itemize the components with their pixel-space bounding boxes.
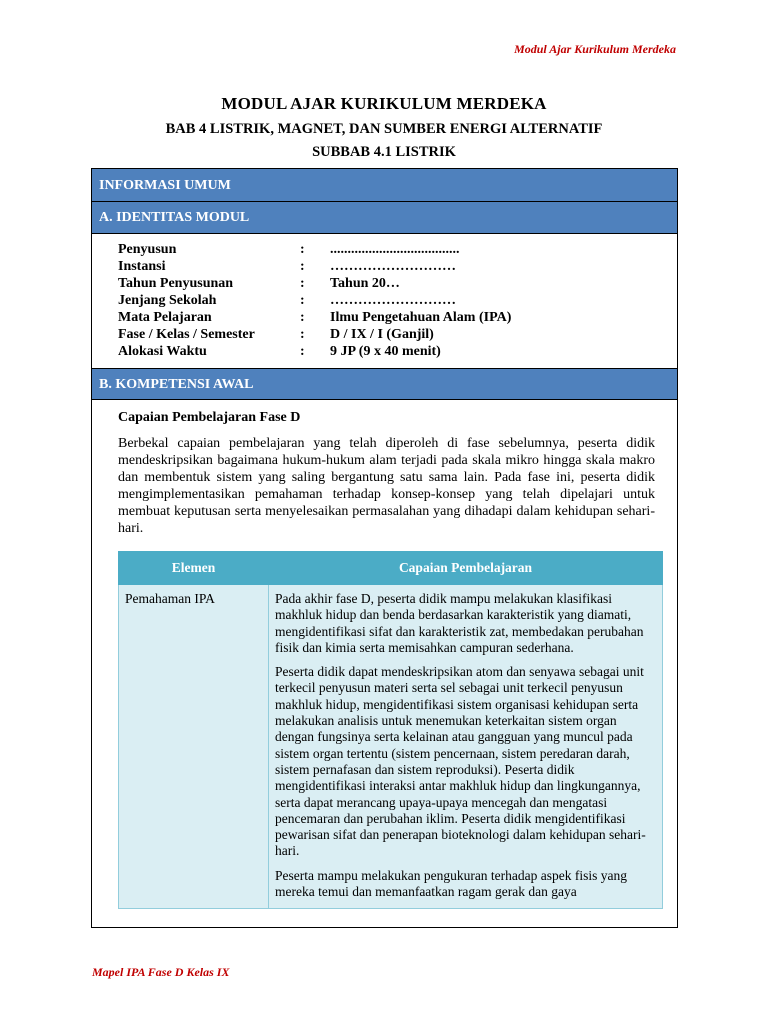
identitas-row xyxy=(118,275,677,292)
chapter-title: BAB 4 LISTRIK, MAGNET, DAN SUMBER ENERGI ALTERNATIF xyxy=(165,121,603,137)
identitas-label: Mata Pelajaran xyxy=(118,310,212,325)
identitas-value: ……………………… xyxy=(330,293,456,308)
table-row xyxy=(119,585,663,909)
footer-note: Mapel IPA Fase D Kelas IX xyxy=(92,965,230,979)
document-title: MODUL AJAR KURIKULUM MERDEKA xyxy=(221,94,547,113)
cp-paragraph: Berbekal capaian pembelajaran yang telah diperoleh di fase sebelumnya, peserta didik mendeskripsikan bagaimana hukum-hukum alam terjadi pada skala mikro hingga skala makro dan membentuk sistem yang saling bergantung satu sama lain. Pada fase ini, peserta didik mengimplementasikan pemahaman terhadap konsep-konsep yang telah dipelajari untuk membuat keputusan serta menyelesaikan permasalahan yang dihadapi dalam kehidupan sehari-hari. xyxy=(118,436,655,536)
section-identitas-modul: A. IDENTITAS MODUL xyxy=(92,202,677,234)
identitas-row xyxy=(118,343,677,360)
identitas-row xyxy=(118,326,677,343)
identitas-label: Alokasi Waktu xyxy=(118,344,207,359)
identitas-colon: : xyxy=(300,276,305,291)
header-capaian: Capaian Pembelajaran xyxy=(269,552,663,585)
header-note: Modul Ajar Kurikulum Merdeka xyxy=(514,42,676,56)
identitas-row xyxy=(118,241,677,258)
identitas-value: Tahun 20… xyxy=(330,276,400,291)
section-informasi-umum: INFORMASI UMUM xyxy=(92,169,677,202)
identitas-value: 9 JP (9 x 40 menit) xyxy=(330,344,441,359)
section-kompetensi-awal: B. KOMPETENSI AWAL xyxy=(92,368,677,400)
identitas-value: Ilmu Pengetahuan Alam (IPA) xyxy=(330,310,512,325)
identitas-row xyxy=(118,309,677,326)
identitas-label: Instansi xyxy=(118,259,166,274)
identitas-label: Tahun Penyusunan xyxy=(118,276,234,291)
identitas-colon: : xyxy=(300,242,305,257)
cp-table xyxy=(118,551,663,909)
subchapter-title: SUBBAB 4.1 LISTRIK xyxy=(312,144,456,160)
identitas-label: Penyusun xyxy=(118,242,177,257)
identitas-value: D / IX / I (Ganjil) xyxy=(330,327,434,342)
capaian-paragraph: Peserta mampu melakukan pengukuran terhadap aspek fisis yang mereka temui dan memanfaatkan ragam gerak dan gaya xyxy=(275,867,628,900)
header-elemen: Elemen xyxy=(119,552,269,585)
identitas-label: Fase / Kelas / Semester xyxy=(118,327,255,342)
identitas-value: ……………………… xyxy=(330,259,456,274)
title-block xyxy=(0,94,768,161)
module-frame xyxy=(91,168,678,928)
identitas-list xyxy=(92,234,677,368)
identitas-colon: : xyxy=(300,344,305,359)
identitas-row xyxy=(118,258,677,275)
identitas-colon: : xyxy=(300,327,305,342)
identitas-label: Jenjang Sekolah xyxy=(118,293,217,308)
identitas-value: ..................................... xyxy=(330,242,460,257)
capaian-paragraph: Pada akhir fase D, peserta didik mampu melakukan klasifikasi makhluk hidup dan benda berdasarkan karakteristik yang diamati, mengidentifikasi sifat dan karakteristik zat, membedakan perubahan fisik dan kimia serta memisahkan campuran sederhana. xyxy=(275,591,644,655)
kompetensi-content xyxy=(92,400,677,909)
identitas-colon: : xyxy=(300,293,305,308)
capaian-paragraph: Peserta didik dapat mendeskripsikan atom dan senyawa sebagai unit terkecil penyusun materi serta sel sebagai unit terkecil penyusun makhluk hidup, mengidentifikasi sistem organisasi kehidupan serta melakukan analisis untuk menemukan keterkaitan sistem organ dengan fungsinya serta kelainan atau gangguan yang muncul pada sistem organ tertentu (sistem pencernaan, sistem peredaran darah, sistem pernafasan dan sistem reproduksi). Peserta didik mengidentifikasi interaksi antar makhluk hidup dan lingkungannya, serta dapat merancang upaya-upaya mencegah dan mengatasi pencemaran dan perubahan iklim. Peserta didik mengidentifikasi pewarisan sifat dan penerapan bioteknologi dalam kehidupan sehari-hari. xyxy=(275,664,646,859)
identitas-colon: : xyxy=(300,310,305,325)
cell-capaian xyxy=(269,585,663,909)
cp-heading: Capaian Pembelajaran Fase D xyxy=(118,410,301,425)
identitas-colon: : xyxy=(300,259,305,274)
cell-elemen: Pemahaman IPA xyxy=(119,585,269,909)
cp-table-header-row xyxy=(119,552,663,585)
identitas-row xyxy=(118,292,677,309)
